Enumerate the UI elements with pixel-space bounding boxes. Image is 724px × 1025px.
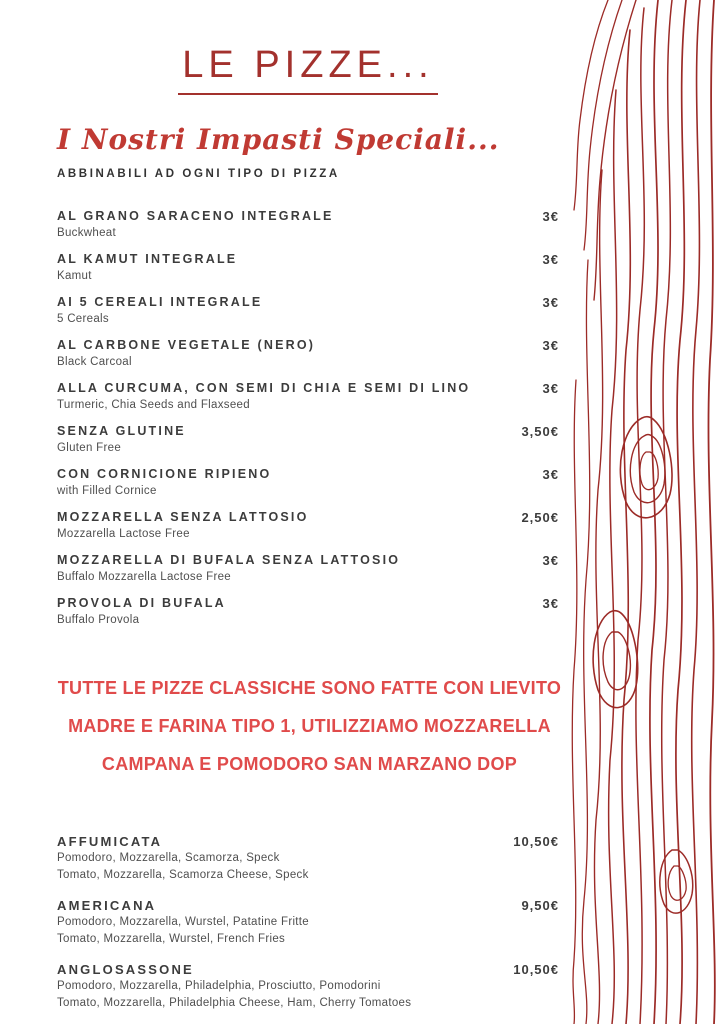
impasto-price: 3€	[542, 209, 559, 224]
impasto-name: SENZA GLUTINE	[57, 424, 186, 438]
impasto-item	[57, 380, 559, 413]
impasto-name: AL GRANO SARACENO INTEGRALE	[57, 209, 334, 223]
pizza-price: 10,50€	[513, 962, 559, 978]
impasto-price: 2,50€	[521, 510, 559, 525]
impasto-name: AL KAMUT INTEGRALE	[57, 252, 238, 266]
title-wrap	[57, 44, 559, 95]
impasto-item	[57, 466, 559, 499]
impasto-desc: with Filled Cornice	[57, 485, 157, 497]
pizza-list	[57, 833, 559, 1011]
pizza-desc-it: Pomodoro, Mozzarella, Scamorza, Speck	[57, 852, 280, 865]
impasto-desc: Buffalo Provola	[57, 614, 140, 626]
impasto-name: MOZZARELLA DI BUFALA SENZA LATTOSIO	[57, 553, 401, 567]
pizza-item	[57, 961, 559, 1011]
impasto-desc: Kamut	[57, 270, 92, 282]
page-title: LE PIZZE...	[178, 44, 437, 95]
pizza-name: ANGLOSASSONE	[57, 962, 194, 978]
pizza-price: 10,50€	[513, 834, 559, 850]
wood-grain-decoration	[564, 0, 724, 1024]
impasto-desc: Turmeric, Chia Seeds and Flaxseed	[57, 399, 250, 411]
impasto-item	[57, 595, 559, 628]
impasto-price: 3€	[542, 553, 559, 568]
pizza-name: AFFUMICATA	[57, 834, 163, 850]
pizza-item	[57, 897, 559, 947]
pizza-name: AMERICANA	[57, 898, 157, 914]
impasto-price: 3€	[542, 467, 559, 482]
section-heading: I Nostri Impasti Speciali...	[57, 123, 500, 156]
impasto-price: 3€	[542, 252, 559, 267]
impasto-desc: Buckwheat	[57, 227, 116, 239]
pizza-desc-it: Pomodoro, Mozzarella, Wurstel, Patatine Fritte	[57, 916, 309, 929]
impasto-item	[57, 251, 559, 284]
impasto-item	[57, 337, 559, 370]
impasto-desc: Gluten Free	[57, 442, 122, 454]
impasto-name: PROVOLA DI BUFALA	[57, 596, 226, 610]
impasto-desc: Black Carcoal	[57, 356, 132, 368]
impasto-item	[57, 509, 559, 542]
impasto-name: CON CORNICIONE RIPIENO	[57, 467, 272, 481]
impasto-price: 3,50€	[521, 424, 559, 439]
pizza-desc-it: Pomodoro, Mozzarella, Philadelphia, Prosciutto, Pomodorini	[57, 980, 381, 993]
impasto-price: 3€	[542, 338, 559, 353]
impasto-item	[57, 208, 559, 241]
impasto-desc: Buffalo Mozzarella Lactose Free	[57, 571, 232, 583]
pizza-desc-en: Tomato, Mozzarella, Wurstel, French Fries	[57, 932, 286, 945]
impasto-item	[57, 552, 559, 585]
impasto-name: AL CARBONE VEGETALE (NERO)	[57, 338, 316, 352]
impasto-item	[57, 423, 559, 456]
pizza-desc-en: Tomato, Mozzarella, Philadelphia Cheese, Ham, Cherry Tomatoes	[57, 996, 412, 1009]
impasto-desc: 5 Cereals	[57, 313, 109, 325]
impasto-price: 3€	[542, 295, 559, 310]
pizza-desc-en: Tomato, Mozzarella, Scamorza Cheese, Speck	[57, 868, 309, 881]
menu-content	[57, 0, 562, 1025]
impasto-price: 3€	[542, 381, 559, 396]
notice-text: TUTTE LE PIZZE CLASSICHE SONO FATTE CON LIEVITO MADRE E FARINA TIPO 1, UTILIZZIAMO MOZZARELLA CAMPANA E POMODORO SAN MARZANO DOP	[57, 678, 562, 774]
impasto-name: AI 5 CEREALI INTEGRALE	[57, 295, 263, 309]
pizza-item	[57, 833, 559, 883]
impasto-name: ALLA CURCUMA, CON SEMI DI CHIA E SEMI DI LINO	[57, 381, 471, 395]
impasto-name: MOZZARELLA SENZA LATTOSIO	[57, 510, 309, 524]
impasto-desc: Mozzarella Lactose Free	[57, 528, 190, 540]
impasti-list	[57, 208, 559, 628]
section-subheading: ABBINABILI AD OGNI TIPO DI PIZZA	[57, 168, 340, 180]
wood-grain-icon	[564, 0, 724, 1024]
pizza-price: 9,50€	[521, 898, 559, 914]
impasto-item	[57, 294, 559, 327]
impasto-price: 3€	[542, 596, 559, 611]
